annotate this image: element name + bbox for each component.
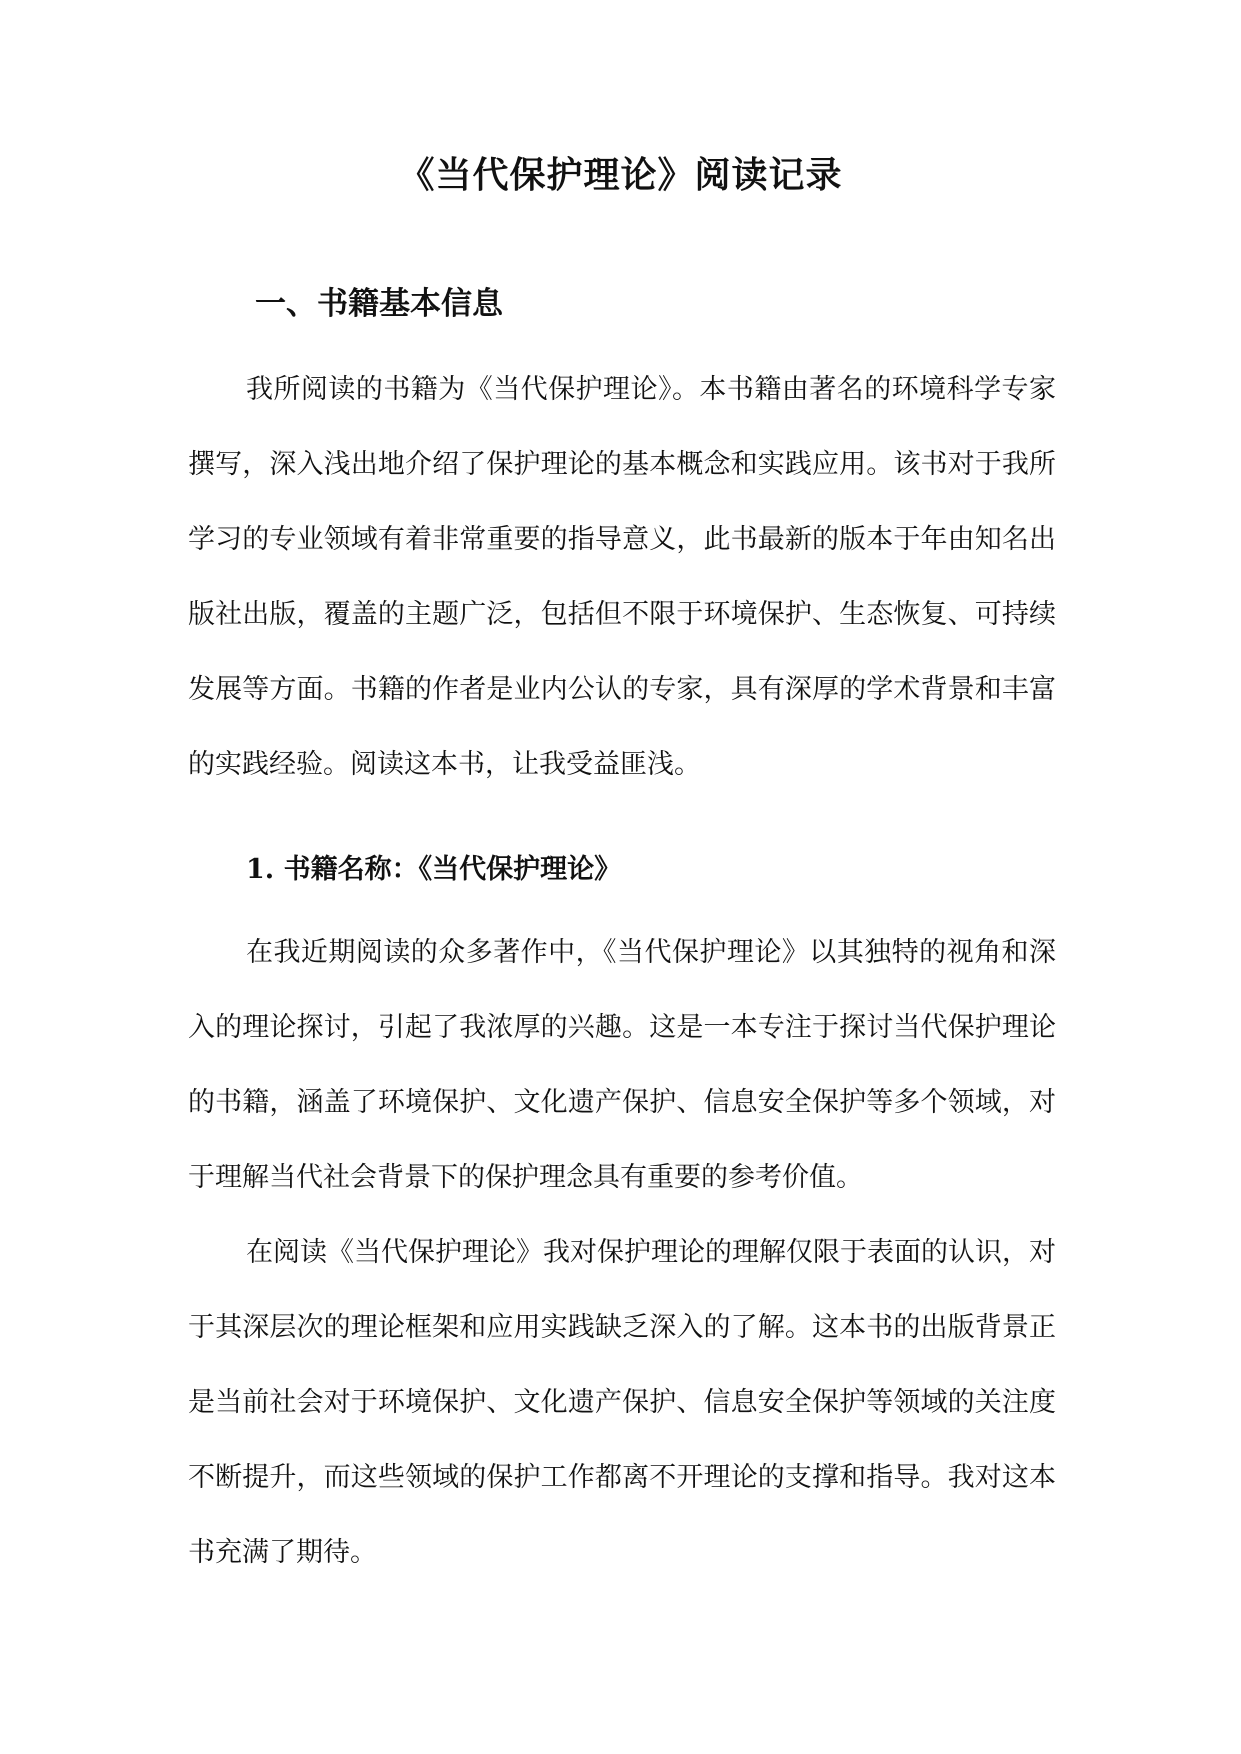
paragraph-book-name-1: 在我近期阅读的众多著作中，《当代保护理论》以其独特的视角和深入的理论探讨，引起了我浓厚的兴趣。这是一本专注于探讨当代保护理论的书籍，涵盖了环境保护、文化遗产保护、信息安全保护等多个领域，对于理解当代社会背景下的保护理念具有重要的参考价值。 (188, 937, 1056, 1193)
paragraph-book-name-2: 在阅读《当代保护理论》我对保护理论的理解仅限于表面的认识，对于其深层次的理论框架和应用实践缺乏深入的了解。这本书的出版背景正是当前社会对于环境保护、文化遗产保护、信息安全保护等领域的关注度不断提升，而这些领域的保护工作都离不开理论的支撑和指导。我对这本书充满了期待。 (188, 1237, 1056, 1568)
document-title: 《当代保护理论》阅读记录 (398, 154, 843, 196)
subsection-heading-book-name: 1. 书籍名称：《当代保护理论》 (246, 854, 622, 885)
section-heading-book-info: 一、书籍基本信息 (255, 286, 503, 322)
paragraph-book-info: 我所阅读的书籍为《当代保护理论》。本书籍由著名的环境科学专家撰写，深入浅出地介绍了保护理论的基本概念和实践应用。该书对于我所学习的专业领域有着非常重要的指导意义，此书最新的版本于年由知名出版社出版，覆盖的主题广泛，包括但不限于环境保护、生态恢复、可持续发展等方面。书籍的作者是业内公认的专家，具有深厚的学术背景和丰富的实践经验。阅读这本书，让我受益匪浅。 (188, 374, 1056, 780)
